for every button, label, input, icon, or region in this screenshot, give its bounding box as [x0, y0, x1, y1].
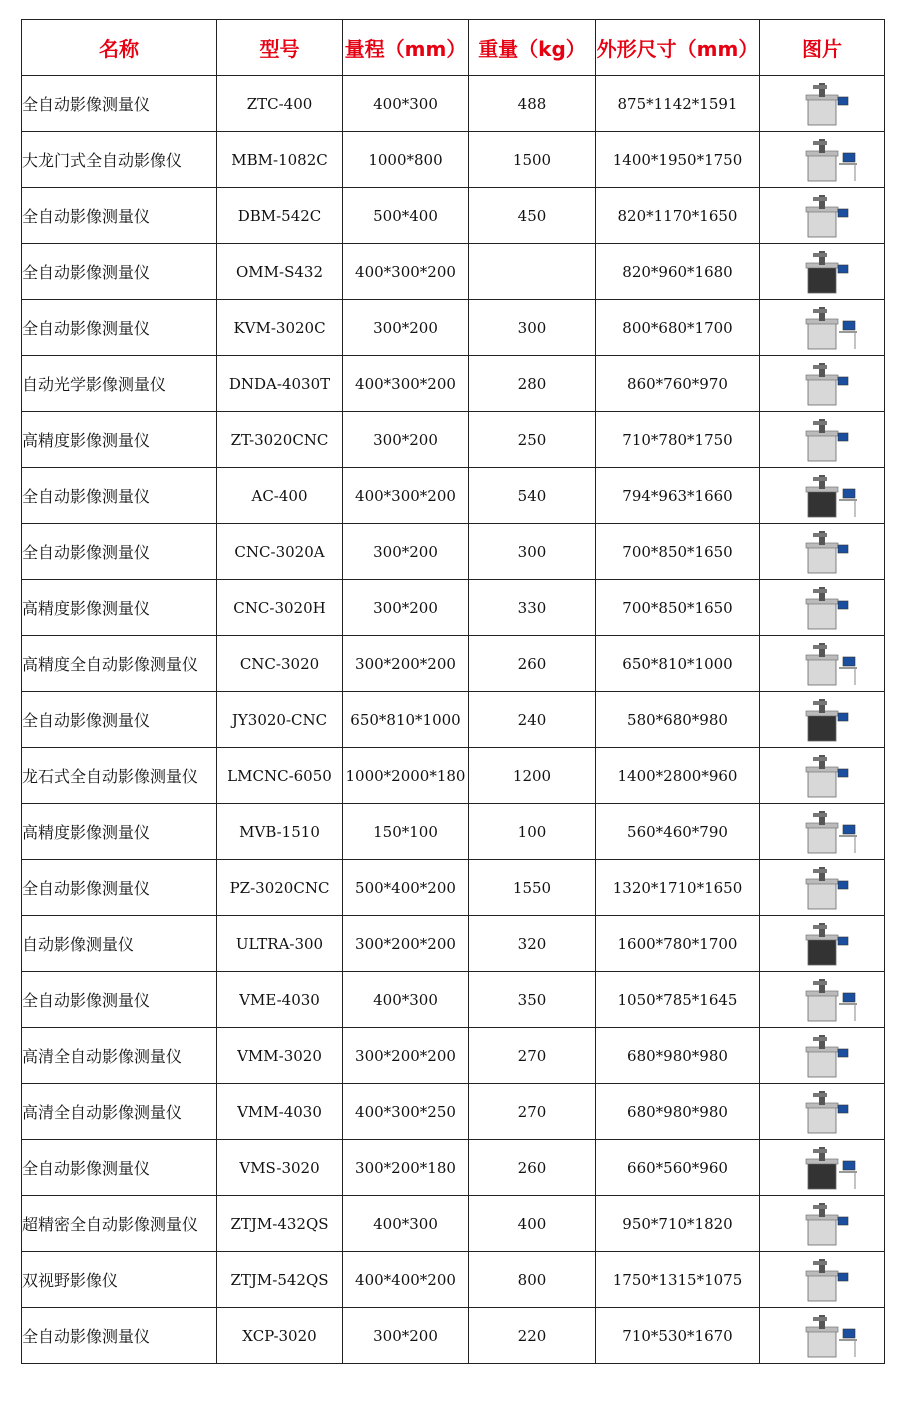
cell-range: 400*400*200: [343, 1252, 469, 1308]
cell-size: 875*1142*1591: [596, 76, 760, 132]
cell-weight: 260: [469, 1140, 596, 1196]
cell-model: ZT-3020CNC: [217, 412, 343, 468]
cell-range: 150*100: [343, 804, 469, 860]
table-row: [22, 916, 885, 972]
table-row: [22, 356, 885, 412]
machine-photo: [760, 1084, 885, 1140]
cell-range: 400*300: [343, 76, 469, 132]
cell-range: 1000*2000*180: [343, 748, 469, 804]
table-row: [22, 860, 885, 916]
cell-weight: 270: [469, 1028, 596, 1084]
table-row: [22, 1084, 885, 1140]
cell-model: MVB-1510: [217, 804, 343, 860]
table-row: [22, 580, 885, 636]
machine-photo: [760, 1140, 885, 1196]
cell-range: 300*200*200: [343, 1028, 469, 1084]
cell-weight: 270: [469, 1084, 596, 1140]
cell-size: 1400*2800*960: [596, 748, 760, 804]
machine-photo: [760, 580, 885, 636]
table-row: [22, 468, 885, 524]
cell-range: 300*200*200: [343, 636, 469, 692]
cell-weight: 300: [469, 300, 596, 356]
cell-size: 700*850*1650: [596, 524, 760, 580]
cell-model: CNC-3020: [217, 636, 343, 692]
table-row: [22, 748, 885, 804]
cell-range: 500*400: [343, 188, 469, 244]
cell-name: 大龙门式全自动影像仪: [22, 132, 217, 188]
cell-weight: 1200: [469, 748, 596, 804]
table-body: [22, 76, 885, 1364]
machine-photo: [760, 748, 885, 804]
cell-range: 400*300*200: [343, 244, 469, 300]
cell-range: 300*200: [343, 580, 469, 636]
cell-weight: 300: [469, 524, 596, 580]
cell-range: 300*200*200: [343, 916, 469, 972]
table-row: [22, 1196, 885, 1252]
cell-model: VMM-3020: [217, 1028, 343, 1084]
cell-size: 710*530*1670: [596, 1308, 760, 1364]
cell-name: 全自动影像测量仪: [22, 468, 217, 524]
machine-photo: [760, 132, 885, 188]
cell-model: ZTJM-542QS: [217, 1252, 343, 1308]
cell-range: 400*300: [343, 972, 469, 1028]
cell-weight: 240: [469, 692, 596, 748]
cell-name: 高精度影像测量仪: [22, 804, 217, 860]
cell-model: VME-4030: [217, 972, 343, 1028]
machine-photo: [760, 916, 885, 972]
cell-model: KVM-3020C: [217, 300, 343, 356]
cell-name: 全自动影像测量仪: [22, 972, 217, 1028]
cell-weight: 488: [469, 76, 596, 132]
table-row: [22, 524, 885, 580]
table-row: [22, 1028, 885, 1084]
machine-photo: [760, 636, 885, 692]
cell-name: 全自动影像测量仪: [22, 860, 217, 916]
cell-size: 1050*785*1645: [596, 972, 760, 1028]
cell-name: 全自动影像测量仪: [22, 76, 217, 132]
cell-weight: 450: [469, 188, 596, 244]
cell-weight: 1550: [469, 860, 596, 916]
cell-model: XCP-3020: [217, 1308, 343, 1364]
cell-name: 自动光学影像测量仪: [22, 356, 217, 412]
cell-range: 300*200: [343, 524, 469, 580]
header-weight: 重量（kg）: [469, 20, 596, 76]
header-picture: 图片: [760, 20, 885, 76]
cell-size: 1400*1950*1750: [596, 132, 760, 188]
table-row: [22, 76, 885, 132]
cell-name: 高精度影像测量仪: [22, 580, 217, 636]
cell-model: ZTJM-432QS: [217, 1196, 343, 1252]
machine-photo: [760, 1308, 885, 1364]
header-range: 量程（mm）: [343, 20, 469, 76]
machine-photo: [760, 76, 885, 132]
cell-size: 650*810*1000: [596, 636, 760, 692]
cell-size: 580*680*980: [596, 692, 760, 748]
cell-model: MBM-1082C: [217, 132, 343, 188]
cell-name: 全自动影像测量仪: [22, 244, 217, 300]
cell-weight: 800: [469, 1252, 596, 1308]
table-row: [22, 188, 885, 244]
table-row: [22, 300, 885, 356]
cell-weight: 250: [469, 412, 596, 468]
header-model: 型号: [217, 20, 343, 76]
cell-model: AC-400: [217, 468, 343, 524]
cell-name: 双视野影像仪: [22, 1252, 217, 1308]
cell-range: 400*300*200: [343, 356, 469, 412]
cell-model: CNC-3020H: [217, 580, 343, 636]
cell-size: 794*963*1660: [596, 468, 760, 524]
header-size: 外形尺寸（mm）: [596, 20, 760, 76]
cell-range: 400*300*250: [343, 1084, 469, 1140]
table-row: [22, 1252, 885, 1308]
cell-range: 300*200: [343, 1308, 469, 1364]
cell-name: 全自动影像测量仪: [22, 1140, 217, 1196]
cell-name: 高清全自动影像测量仪: [22, 1028, 217, 1084]
cell-name: 自动影像测量仪: [22, 916, 217, 972]
cell-name: 高精度影像测量仪: [22, 412, 217, 468]
header-row: [22, 20, 885, 76]
cell-model: CNC-3020A: [217, 524, 343, 580]
cell-model: OMM-S432: [217, 244, 343, 300]
machine-photo: [760, 188, 885, 244]
table-row: [22, 1140, 885, 1196]
machine-photo: [760, 804, 885, 860]
cell-weight: 260: [469, 636, 596, 692]
cell-model: ULTRA-300: [217, 916, 343, 972]
cell-weight: 350: [469, 972, 596, 1028]
machine-photo: [760, 244, 885, 300]
machine-photo: [760, 524, 885, 580]
cell-range: 400*300*200: [343, 468, 469, 524]
cell-size: 820*1170*1650: [596, 188, 760, 244]
cell-size: 1600*780*1700: [596, 916, 760, 972]
cell-range: 300*200*180: [343, 1140, 469, 1196]
machine-photo: [760, 1252, 885, 1308]
cell-size: 700*850*1650: [596, 580, 760, 636]
cell-name: 高清全自动影像测量仪: [22, 1084, 217, 1140]
cell-size: 820*960*1680: [596, 244, 760, 300]
table-row: [22, 636, 885, 692]
cell-size: 660*560*960: [596, 1140, 760, 1196]
cell-model: DNDA-4030T: [217, 356, 343, 412]
machine-photo: [760, 692, 885, 748]
cell-size: 680*980*980: [596, 1028, 760, 1084]
cell-weight: 320: [469, 916, 596, 972]
machine-photo: [760, 1196, 885, 1252]
cell-range: 500*400*200: [343, 860, 469, 916]
cell-weight: 1500: [469, 132, 596, 188]
cell-range: 300*200: [343, 412, 469, 468]
cell-size: 950*710*1820: [596, 1196, 760, 1252]
cell-size: 560*460*790: [596, 804, 760, 860]
machine-photo: [760, 356, 885, 412]
cell-weight: 540: [469, 468, 596, 524]
cell-weight: 100: [469, 804, 596, 860]
cell-name: 超精密全自动影像测量仪: [22, 1196, 217, 1252]
cell-weight: 330: [469, 580, 596, 636]
spec-table: [21, 19, 885, 1364]
machine-photo: [760, 412, 885, 468]
cell-name: 龙石式全自动影像测量仪: [22, 748, 217, 804]
cell-size: 1320*1710*1650: [596, 860, 760, 916]
machine-photo: [760, 468, 885, 524]
cell-name: 全自动影像测量仪: [22, 188, 217, 244]
cell-model: JY3020-CNC: [217, 692, 343, 748]
cell-range: 300*200: [343, 300, 469, 356]
cell-size: 800*680*1700: [596, 300, 760, 356]
header-name: 名称: [22, 20, 217, 76]
cell-model: VMS-3020: [217, 1140, 343, 1196]
cell-size: 680*980*980: [596, 1084, 760, 1140]
table-row: [22, 244, 885, 300]
table-row: [22, 972, 885, 1028]
cell-weight: 220: [469, 1308, 596, 1364]
cell-model: ZTC-400: [217, 76, 343, 132]
cell-model: DBM-542C: [217, 188, 343, 244]
table-row: [22, 804, 885, 860]
machine-photo: [760, 972, 885, 1028]
cell-name: 全自动影像测量仪: [22, 300, 217, 356]
cell-name: 全自动影像测量仪: [22, 524, 217, 580]
cell-model: VMM-4030: [217, 1084, 343, 1140]
cell-range: 1000*800: [343, 132, 469, 188]
cell-name: 高精度全自动影像测量仪: [22, 636, 217, 692]
cell-weight: [469, 244, 596, 300]
cell-size: 710*780*1750: [596, 412, 760, 468]
cell-name: 全自动影像测量仪: [22, 692, 217, 748]
cell-weight: 280: [469, 356, 596, 412]
table-row: [22, 132, 885, 188]
table-row: [22, 692, 885, 748]
cell-range: 650*810*1000: [343, 692, 469, 748]
cell-model: PZ-3020CNC: [217, 860, 343, 916]
cell-size: 1750*1315*1075: [596, 1252, 760, 1308]
table-row: [22, 1308, 885, 1364]
machine-photo: [760, 1028, 885, 1084]
machine-photo: [760, 300, 885, 356]
cell-range: 400*300: [343, 1196, 469, 1252]
cell-weight: 400: [469, 1196, 596, 1252]
cell-name: 全自动影像测量仪: [22, 1308, 217, 1364]
table-row: [22, 412, 885, 468]
cell-model: LMCNC-6050: [217, 748, 343, 804]
machine-photo: [760, 860, 885, 916]
cell-size: 860*760*970: [596, 356, 760, 412]
